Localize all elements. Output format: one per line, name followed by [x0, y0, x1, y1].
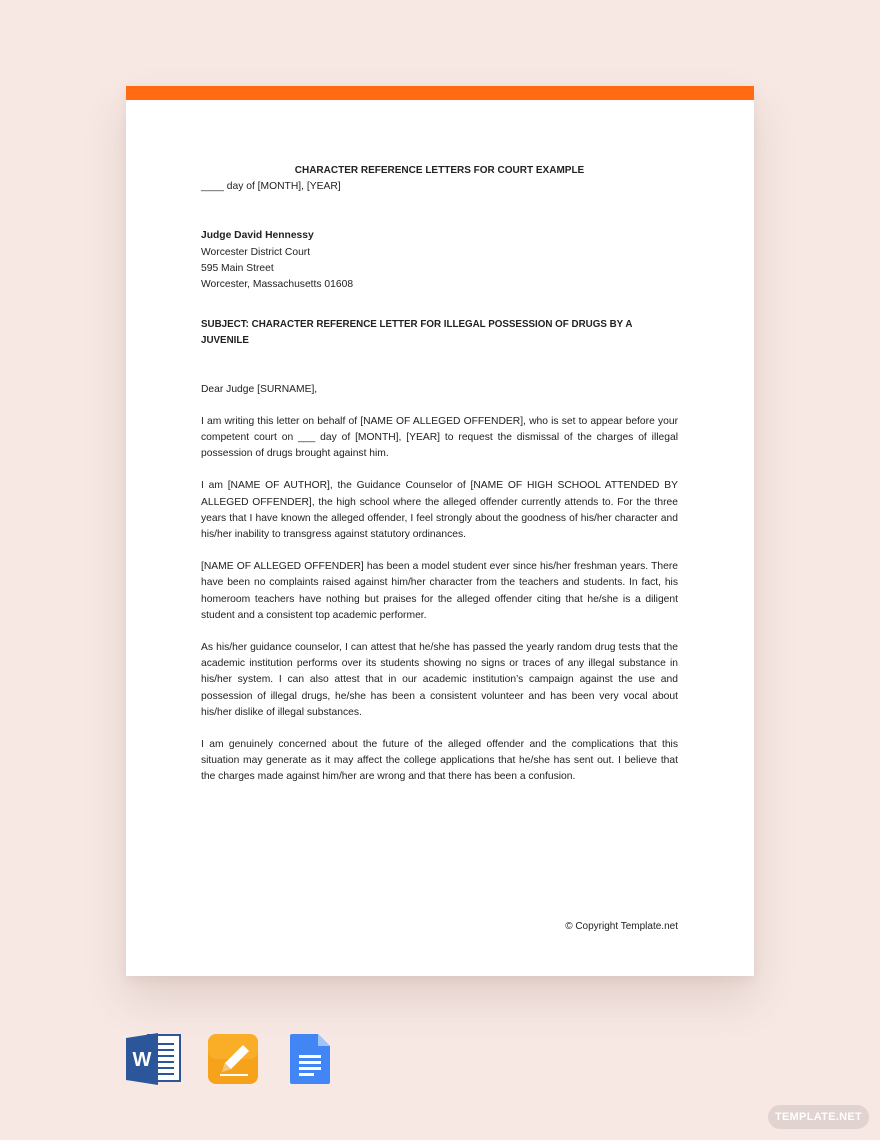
microsoft-word-icon[interactable] [126, 1032, 182, 1091]
document-preview [126, 86, 754, 976]
salutation: Dear Judge [SURNAME], [201, 383, 318, 395]
google-docs-icon[interactable] [290, 1032, 332, 1091]
recipient-court: Worcester District Court [201, 246, 311, 258]
paragraph: As his/her guidance counselor, I can attest that he/she has passed the yearly random drug tests that the academic institution performs over its students showing no signs or traces of any illegal substance in his/her system. I can also attest that in our academic institution’s campaign against the use and possession of illegal drugs, he/she has been a consistent volunteer and has been very vocal about his/her dislike of illegal substances. [201, 642, 678, 718]
recipient-address [201, 228, 678, 293]
recipient-name: Judge David Hennessy [201, 230, 314, 242]
recipient-street: 595 Main Street [201, 262, 274, 274]
document-title: CHARACTER REFERENCE LETTERS FOR COURT EXAMPLE [294, 165, 585, 176]
paragraph: I am writing this letter on behalf of [NAME OF ALLEGED OFFENDER], who is set to appear before your competent court on ___ day of [MONTH], [YEAR] to request the dismissal of the charges of illegal possession of drugs brought against him. [201, 415, 678, 460]
date-line: ____ day of [MONTH], [YEAR] [201, 181, 341, 193]
template-net-watermark: TEMPLATE.NET [768, 1105, 869, 1129]
recipient-city: Worcester, Massachusetts 01608 [201, 279, 354, 291]
paragraph: I am genuinely concerned about the future of the alleged offender and the complications that this situation may generate as it may affect the college applications that he/she has sent out. I believe that the charges made against him/her are wrong and that there has been a confusion. [201, 739, 678, 783]
word-icon-letter: W [132, 1049, 152, 1071]
apple-pages-icon[interactable] [208, 1032, 260, 1091]
letter-body [201, 163, 678, 802]
paragraph: I am [NAME OF AUTHOR], the Guidance Counselor of [NAME OF HIGH SCHOOL ATTENDED BY ALLEGED OFFENDER], the high school where the alleged offender currently attends to. For the three years that I have known the alleged offender, I feel strongly about the goodness of his/her character and his/her inability to transgress against statutory ordinances. [201, 480, 678, 541]
subject-line: SUBJECT: CHARACTER REFERENCE LETTER FOR ILLEGAL POSSESSION OF DRUGS BY A JUVENILE [201, 319, 633, 347]
paragraph: [NAME OF ALLEGED OFFENDER] has been a model student ever since his/her freshman years. There have been no complaints raised against him/her character from the teachers and students. In fact, his homeroom teachers have nothing but praises for the alleged offender citing that he/she is a diligent student and a consistent top academic performer. [201, 561, 678, 621]
accent-bar [126, 86, 754, 100]
copyright-notice: © Copyright Template.net [565, 921, 678, 932]
